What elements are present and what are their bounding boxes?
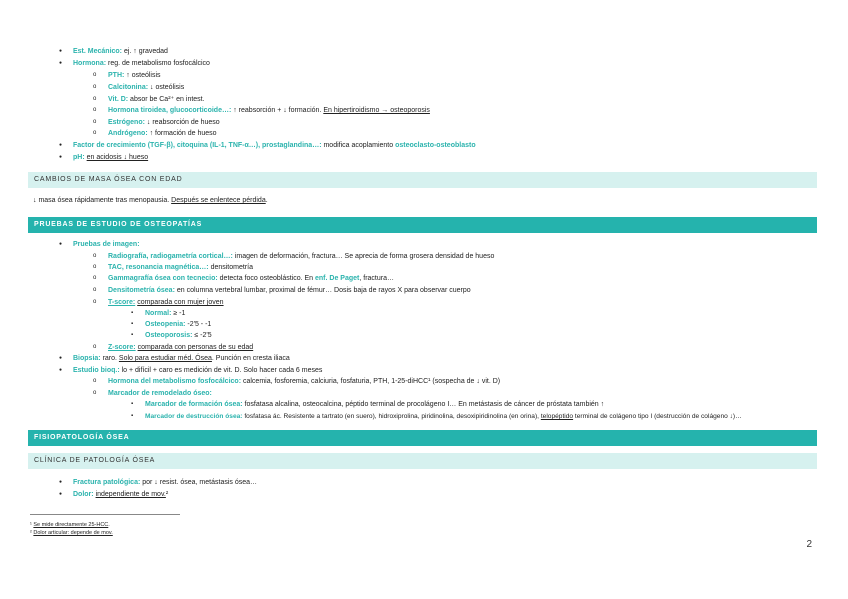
- list-item: ● Biopsia: raro. Solo para estudiar méd. Ósea. Punción en cresta iliaca: [73, 354, 290, 363]
- list-item: o Andrógeno: ↑ formación de hueso: [108, 129, 217, 138]
- list-item: ▪ Marcador de destrucción ósea: fosfatasa ác. Resistente a tartrato (en suero), hidroxiprolina, piridinolina, desoxipiridinolina (en orina), telopéptido terminal de colágeno tipo I (destrucción de colágeno ↓)…: [145, 412, 742, 421]
- list-item: ▪ Marcador de formación ósea: fosfatasa alcalina, osteocalcina, péptido terminal de procolágeno I… En metástasis de cáncer de próstata también ↑: [145, 400, 604, 409]
- section-heading-pruebas: PRUEBAS DE ESTUDIO DE OSTEOPATÍAS: [28, 217, 817, 233]
- list-item: o Calcitonina: ↓ osteólisis: [108, 83, 184, 92]
- list-item: o Hormona del metabolismo fosfocálcico: calcemia, fosforemia, calciuria, fosfaturia, PTH, 1-25-diHCC¹ (sospecha de ↓ vit. D): [108, 377, 500, 386]
- list-item: ▪ Osteopenia: -2'5 - -1: [145, 320, 211, 329]
- section-heading-clinica: CLÍNICA DE PATOLOGÍA ÓSEA: [28, 453, 817, 469]
- list-item: ● Pruebas de imagen:: [73, 240, 140, 249]
- list-item: o Estrógeno: ↓ reabsorción de hueso: [108, 118, 220, 127]
- list-item: ● Fractura patológica: por ↓ resist. ósea, metástasis ósea…: [73, 478, 257, 487]
- list-item: ● pH: en acidosis ↓ hueso: [73, 153, 148, 162]
- list-item: o T-score: comparada con mujer joven: [108, 298, 224, 307]
- list-item: o TAC, resonancia magnética…: densitometría: [108, 263, 253, 272]
- list-item: o Gammagrafía ósea con tecnecio: detecta foco osteoblástico. En enf. De Paget, fractura…: [108, 274, 394, 283]
- list-item: o Radiografía, radiogametría cortical…: imagen de deformación, fractura… Se aprecia de forma grosera densidad de hueso: [108, 252, 494, 261]
- page-number: 2: [806, 539, 812, 550]
- list-item: ● Hormona: reg. de metabolismo fosfocálcico: [73, 59, 210, 68]
- section-heading-fisiopatologia: FISIOPATOLOGÍA ÓSEA: [28, 430, 817, 446]
- section-heading-masa: CAMBIOS DE MASA ÓSEA CON EDAD: [28, 172, 817, 188]
- list-item: o Marcador de remodelado óseo:: [108, 389, 212, 398]
- list-item: ● Dolor: independiente de mov.²: [73, 490, 168, 499]
- paragraph-masa: ↓ masa ósea rápidamente tras menopausia. Después se enlentece pérdida.: [33, 197, 268, 204]
- list-item: o Z-score: comparada con personas de su edad: [108, 343, 253, 352]
- list-item: o Hormona tiroidea, glucocorticoide…: ↑ reabsorción + ↓ formación. En hipertiroidismo → osteoporosis: [108, 106, 430, 115]
- footnote-separator: [30, 514, 180, 515]
- list-item: ● Factor de crecimiento (TGF-β), citoquina (IL-1, TNF-α…), prostaglandina…: modifica acoplamiento osteoclasto-osteoblasto: [73, 141, 476, 150]
- footnote: ¹ Se mide directamente 25-HCC.: [30, 522, 110, 528]
- list-item: o PTH: ↑ osteólisis: [108, 71, 161, 80]
- list-item: ● Est. Mecánico: ej. ↑ gravedad: [73, 47, 168, 56]
- list-item: o Densitometría ósea: en columna vertebral lumbar, proximal de fémur… Dosis baja de rayos X para observar cuerpo: [108, 286, 471, 295]
- list-item: ● Estudio bioq.: lo + difícil + caro es medición de vit. D. Solo hacer cada 6 meses: [73, 366, 322, 375]
- footnote: ² Dolor articular: depende de mov.: [30, 530, 113, 536]
- list-item: o Vit. D: absor be Ca²⁺ en intest.: [108, 95, 205, 104]
- list-item: ▪ Osteoporosis: ≤ -2'5: [145, 331, 212, 340]
- list-item: ▪ Normal: ≥ -1: [145, 309, 185, 318]
